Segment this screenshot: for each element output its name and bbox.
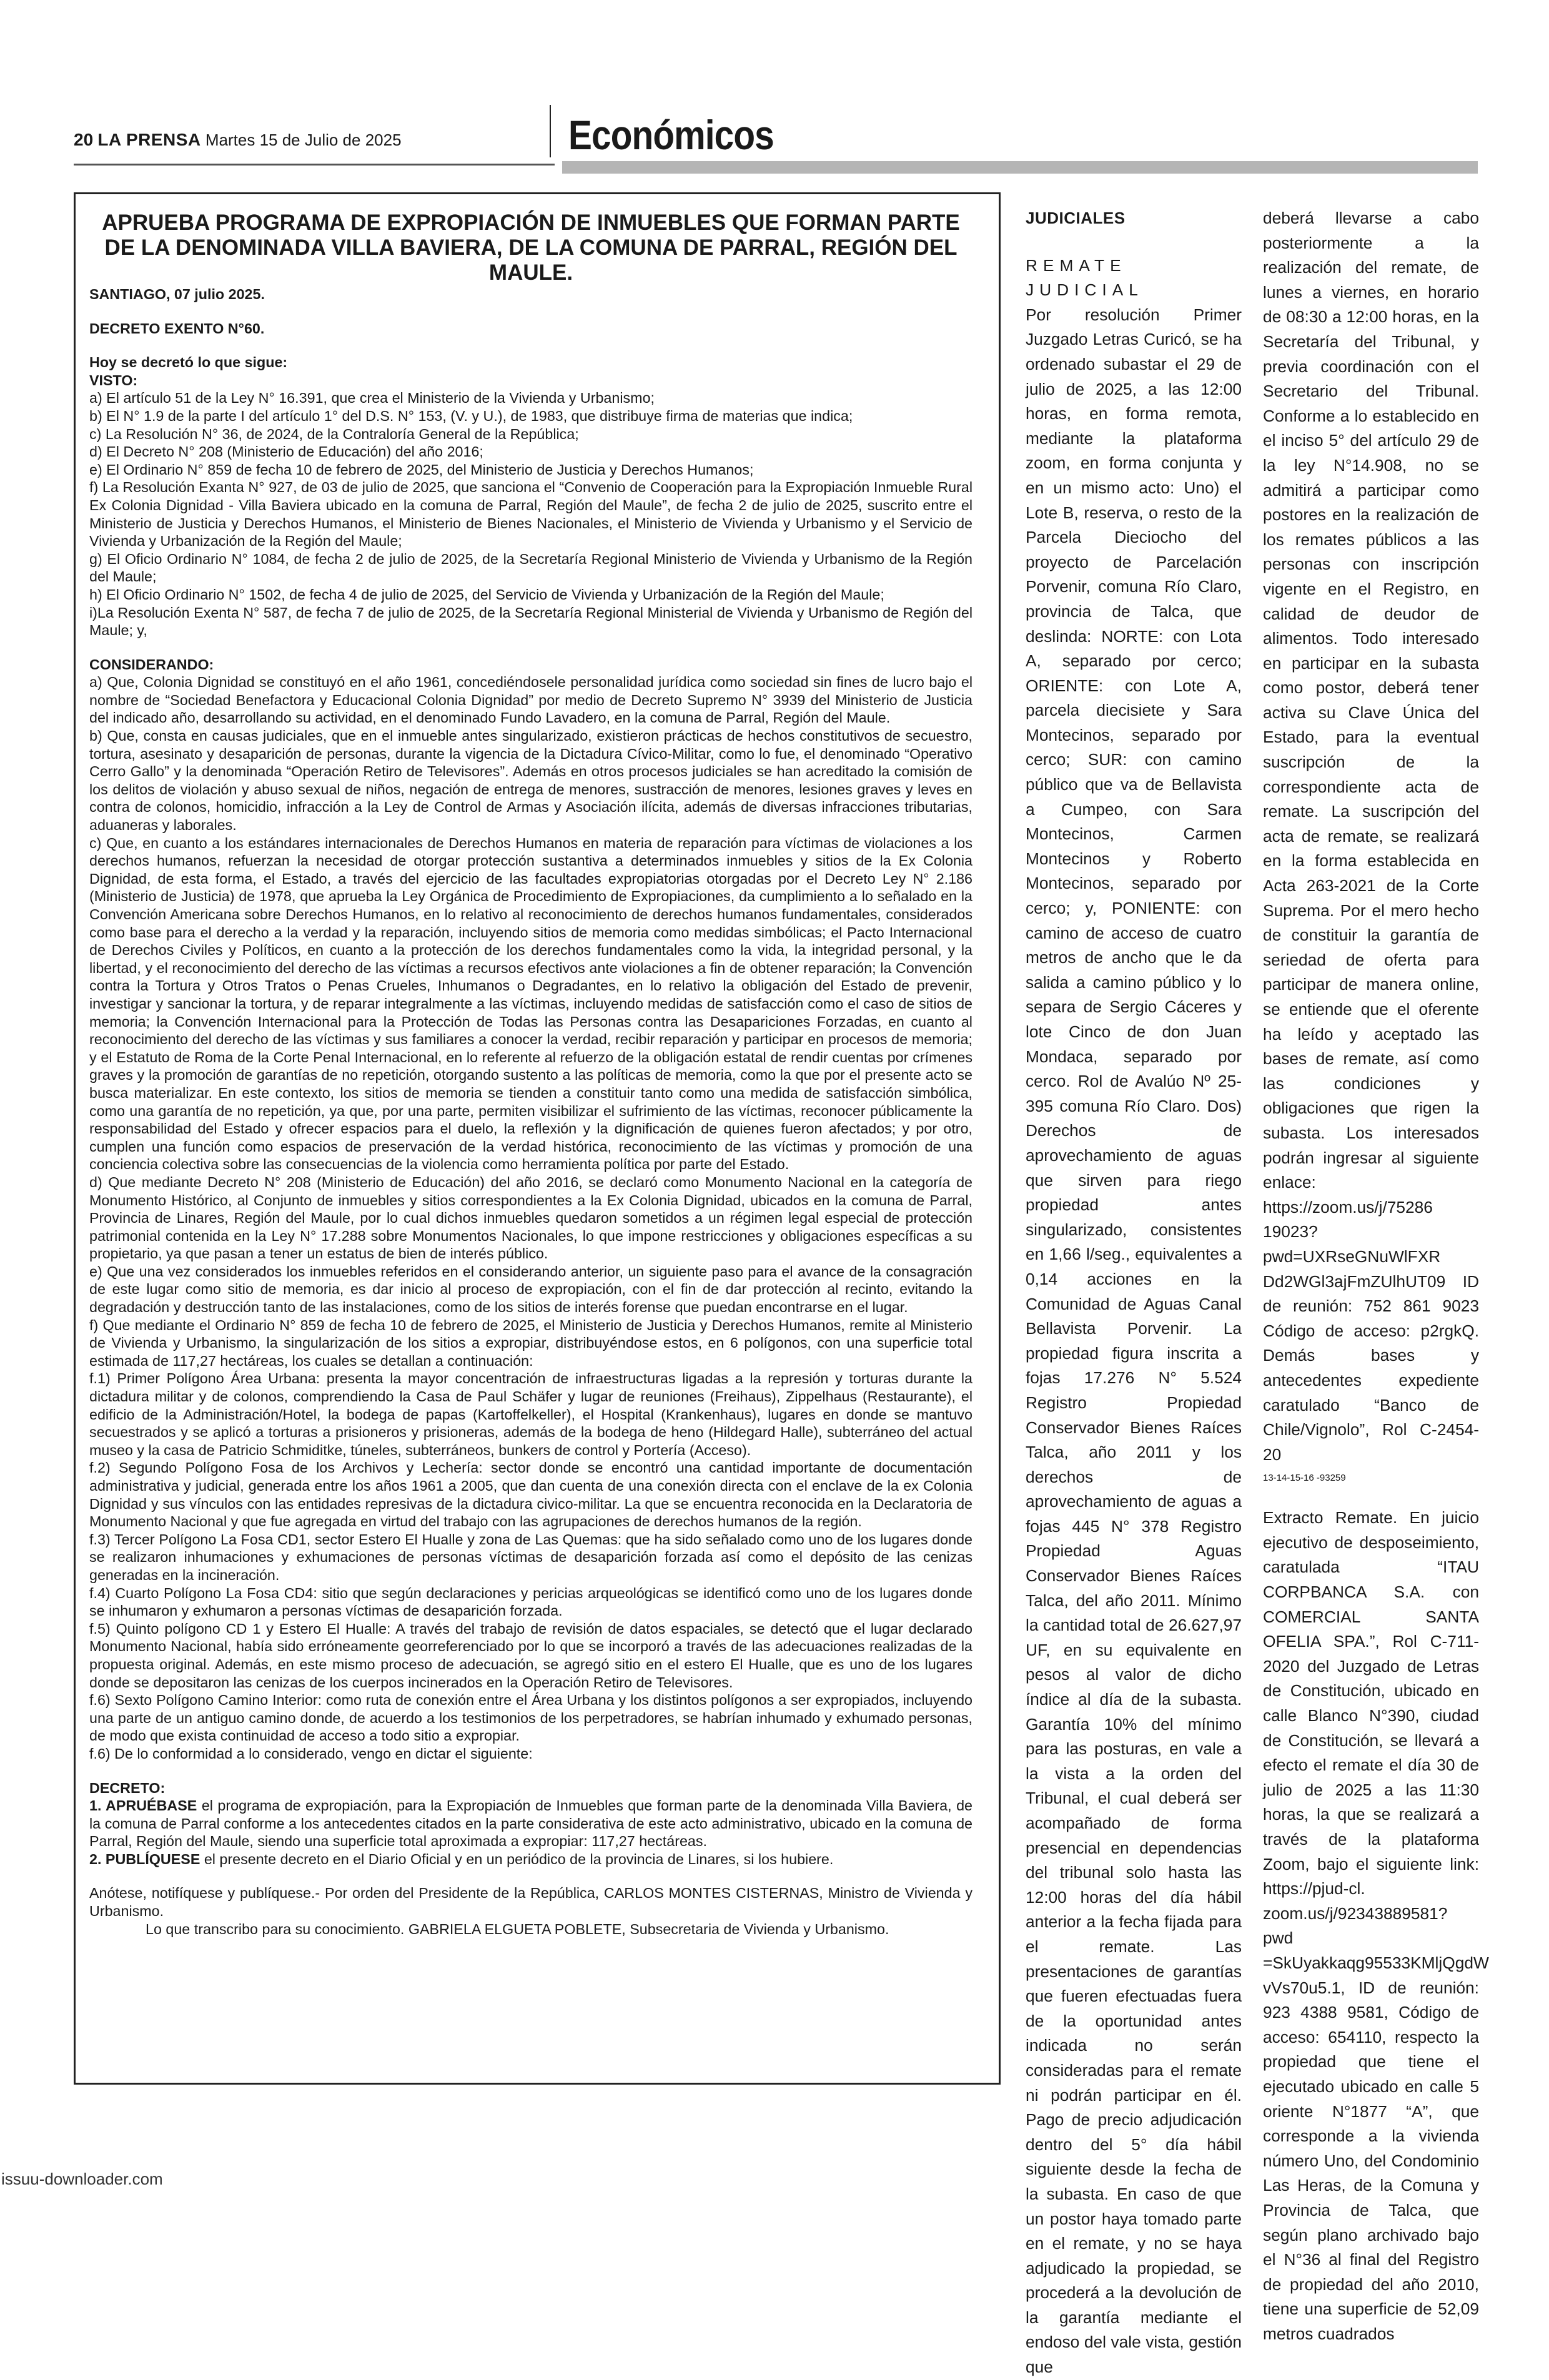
visto-item: a) El artículo 51 de la Ley N° 16.391, que crea el Ministerio de la Vivienda y Urbanismo; [89, 390, 655, 407]
decree-place-date: SANTIAGO, 07 julio 2025. [89, 286, 265, 302]
classifieds-column-1 [1026, 206, 1242, 2377]
considerando-item: f.4) Cuarto Polígono La Fosa CD4: sitio que según declaraciones y pericias arqueológicas se identificó como uno de los lugares donde se inhumaron y exhumaron a personas víctimas de desaparición forzada. [89, 1584, 972, 1619]
header-rule [74, 164, 555, 165]
decree-closing: Anótese, notifíquese y publíquese.- Por orden del Presidente de la República, CARLOS MONTES CISTERNAS, Ministro de Vivienda y Urbanismo. [89, 1885, 972, 1920]
considerando-item: f.1) Primer Polígono Área Urbana: presenta la mayor concentración de infraestructuras ligadas a la represión y torturas durante la dictadura militar y de colonos, comprendiendo la Casa de Paul Schäfer y lugar de reuniones (Freihaus), Zippelhaus (Restaurante), el edificio de la Administración/Hotel, la bodega de papas (Kartoffelkeller), el Hospital (Krankenhaus), lugares en donde se mantuvo secuestrados y se aplicó a torturas a prisioneros y prisioneras, además de la bodega de heno (Hildegard Halle), subterráneo del actual museo y la casa de Patricio Schmiditke, túneles, subterráneos, bunkers de control y Portería (Acceso). [89, 1370, 972, 1458]
considerando-item: f.6) Sexto Polígono Camino Interior: como ruta de conexión entre el Área Urbana y los distintos polígonos a ser expropiados, incluyendo una parte de un antiguo camino donde, de acuerdo a los testimonios de los perpetradores, se habrían inhumado y exhumado personas, de modo que exista continuidad de acceso a todo sitio a expropiar. [89, 1692, 972, 1744]
resolution-item [89, 1797, 972, 1850]
decree-notice [74, 192, 1001, 2085]
considerando-item: f.2) Segundo Polígono Fosa de los Archivos y Lechería: sector donde se encontró una cantidad importante de documentación administrativa y judicial, generada entre los años 1961 a 2005, que dan cuenta de una conexión directa con el enclave de la ex Colonia Dignidad y sus vínculos con las entidades represivas de la dictadura civico-militar. La que se encuentra reconocida en la Declaratoria de Monumento Nacional y que fue agregada en virtud del trabajo con las agrupaciones de derechos humanos de la región. [89, 1459, 972, 1530]
watermark-text: issuu-downloader.com [1, 2170, 163, 2188]
notice-reference: 13-14-15-16 -93259 [1263, 1473, 1346, 1484]
considerando-heading: CONSIDERANDO: [89, 656, 214, 673]
visto-heading: VISTO: [89, 372, 138, 388]
header-divider [550, 105, 551, 157]
classifieds-column-2 [1263, 206, 1489, 2343]
visto-item: e) El Ordinario N° 859 de fecha 10 de febrero de 2025, del Ministerio de Justicia y Derechos Humanos; [89, 461, 754, 478]
visto-item: d) El Decreto N° 208 (Ministerio de Educación) del año 2016; [89, 443, 483, 460]
notice-body: Por resolución Primer Juzgado Letras Curicó, se ha ordenado subastar el 29 de julio de 2025, a las 12:00 horas, en forma remota, mediante la plataforma zoom, en forma conjunta y en un mismo acto: Uno) el Lote B, reserva, o resto de la Parcela Dieciocho del proyecto de Parcelación Porvenir, comuna Río Claro, provincia de Talca, que deslinda: NORTE: con Lota A, separado por cerco; ORIENTE: con Lote A, parcela diecisiete y Sara Montecinos, separado por cerco; SUR: con camino público que va de Bellavista a Cumpeo, con Sara Montecinos, Carmen Montecinos y Roberto Montecinos, separado por cerco; y, PONIENTE: con camino de acceso de cuatro metros de ancho que le da salida a camino público y lo separa de Sergio Cáceres y lote Cinco de don Juan Mondaca, separado por cerco. Rol de Avalúo Nº 25-395 comuna Río Claro. Dos) Derechos de aprovechamiento de aguas que sirven para riego propiedad antes singularizado, consistentes en 1,66 l/seg., equivalentes a 0,14 acciones en la Comunidad de Aguas Canal Bellavista Porvenir. La propiedad figura inscrita a fojas 17.276 N° 5.524 Registro Propiedad Conservador Bienes Raíces Talca, año 2011 y los derechos de aprovechamiento de aguas a fojas 445 N° 378 Registro Propiedad Aguas Conservador Bienes Raíces Talca, del año 2011. Mínimo la cantidad total de 26.627,97 UF, en su equivalente en pesos al valor de dicho índice al día de la subasta. Garantía 10% del mínimo para las posturas, en vale a la vista a la orden del Tribunal, el cual deberá ser acompañado de forma presencial en dependencias del tribunal solo hasta las 12:00 horas del día hábil anterior a la fecha fijada para el remate. Las presentaciones de garantías que fueren efectuadas fuera de la oportunidad antes indicada no serán consideradas para el remate ni podrán participar en él. Pago de precio adjudicación dentro del 5° día hábil siguiente desde la fecha de la subasta. En caso de que un postor haya tomado parte en el remate, y no se haya adjudicado la propiedad, se procederá a la devolución de la garantía mediante el endoso del vale vista, gestión que [1026, 305, 1242, 2377]
decree-transcript: Lo que transcribo para su conocimiento. GABRIELA ELGUETA POBLETE, Subsecretaria de Vivienda y Urbanismo. [146, 1920, 889, 1937]
decree-number: DECRETO EXENTO N°60. [89, 320, 265, 337]
page-header-info [74, 130, 402, 150]
decree-intro: Hoy se decretó lo que sigue: [89, 354, 288, 371]
resolution-lead: 2. PUBLÍQUESE [89, 1850, 200, 1867]
considerando-list [89, 673, 972, 1762]
resolution-item [89, 1850, 972, 1869]
considerando-item: f.5) Quinto polígono CD 1 y Estero El Hualle: A través del trabajo de revisión de datos espaciales, se detectó que el lugar declarado Monumento Nacional, había sido erróneamente georreferenciado por lo que se incorporó a través de las adecuaciones realizadas de la propuesta original. Además, en este mismo proceso de adecuación, se agregó sitio en el estero El Hualle, que es uno de los lugares donde se depositaron las cenizas de los cuerpos incinerados en la Operación Retiro de Televisores. [89, 1620, 972, 1691]
visto-item: f) La Resolución Exanta N° 927, de 03 de julio de 2025, que sanciona el “Convenio de Cooperación para la Expropiación Inmueble Rural Ex Colonia Dignidad - Villa Baviera ubicado en la comuna de Parral, Región del Maule”, de fecha 2 de julio de 2025, suscrito entre el Ministerio de Justicia y Derechos Humanos, el Ministerio de Bienes Nacionales, el Ministerio de Vivienda y Urbanismo y el Servicio de Vivienda y Urbanización de la Región del Maule; [89, 479, 972, 550]
considerando-item: f) Que mediante el Ordinario N° 859 de fecha 10 de febrero de 2025, el Ministerio de Justicia y Derechos Humanos, remite al Ministerio de Vivienda y Urbanismo, la singularización de los sitios a expropiar, distribuyéndose estos, en 6 polígonos, con una superficie total estimada de 117,27 hectáreas, los cuales se detallan a continuación: [89, 1316, 972, 1369]
publication-name: LA PRENSA [97, 130, 201, 149]
visto-item: b) El N° 1.9 de la parte I del artículo 1° del D.S. N° 153, (V. y U.), de 1983, que distribuye firma de materias que indica; [89, 407, 853, 424]
visto-item: h) El Oficio Ordinario N° 1502, de fecha 4 de julio de 2025, del Servicio de Vivienda y Urbanización de la Región del Maule; [89, 586, 884, 603]
notice-title: REMATE JUDICIAL [1026, 255, 1144, 300]
considerando-item: f.6) De lo conformidad a lo considerado, vengo en dictar el siguiente: [89, 1745, 533, 1762]
visto-item: c) La Resolución N° 36, de 2024, de la Contraloría General de la República; [89, 425, 579, 442]
page-number: 20 [74, 130, 94, 149]
notice-body: Extracto Remate. En juicio ejecutivo de desposeimiento, caratulada “ITAU CORPBANCA S.A. con COMERCIAL SANTA OFELIA SPA.”, Rol C-711-2020 del Juzgado de Letras de Constitución, ubicado en calle Blanco N°390, ciudad de Constitución, se llevará a efecto el remate el día 30 de julio de 2025 a las 11:30 horas, la que se realizará a través de la plataforma Zoom, bajo el siguiente link: https://pjud-cl. zoom.us/j/92343889581? pwd =SkUyakkaqg95533KMljQgdW vVs70u5.1, ID de reunión: 923 4388 9581, Código de acceso: 654110, respecto la propiedad que tiene el ejecutado ubicado en calle 5 oriente N°1877 “A”, que corresponde a la vivienda número Uno, del Condominio Las Heras, de la Comuna y Provincia de Talca, que según plano archivado bajo el N°36 al final del Registro de propiedad del año 2010, tiene una superficie de 52,09 metros cuadrados [1263, 1508, 1489, 2343]
resolution-text: el programa de expropiación, para la Expropiación de Inmuebles que forman parte de la denominada Villa Baviera, de la comuna de Parral conforme a los antecedentes citados en la parte considerativa de este acto administrativo, ubicado en la comuna de Parral, Región del Maule, siendo una superficie total aproximada a expropiar: 117,27 hectáreas. [89, 1797, 972, 1850]
visto-item: g) El Oficio Ordinario N° 1084, de fecha 2 de julio de 2025, de la Secretaría Regional Ministerio de Vivienda y Urbanismo de la Región del Maule; [89, 550, 972, 585]
visto-list [89, 389, 972, 639]
considerando-item: f.3) Tercer Polígono La Fosa CD1, sector Estero El Hualle y zona de Las Quemas: que ha sido señalado como uno de los lugares donde se realizaron inhumaciones y exhumaciones de personas víctimas de desaparición forzada así como el depósito de las cenizas generadas en la incineración. [89, 1531, 972, 1583]
visto-item: i)La Resolución Exenta N° 587, de fecha 7 de julio de 2025, de la Secretaría Regional Ministerial de Vivienda y Urbanismo de Región del Maule; y, [89, 604, 972, 639]
section-title: Económicos [568, 112, 774, 158]
considerando-item: d) Que mediante Decreto N° 208 (Ministerio de Educación) del año 2016, se declaró como Monumento Nacional en la categoría de Monumento Histórico, al Conjunto de inmuebles y sitios correspondientes a la Ex Colonia Dignidad, ubicados en la comuna de Parral, Provincia de Linares, Región del Maule, por lo cual dichos inmuebles quedaron sometidos a un régimen legal especial de protección patrimonial contenida en la Ley N° 17.288 sobre Monumentos Nacionales, lo que impone restricciones y obligaciones específicas a su propietario, ya que pasan a tener un estatus de bien de interés público. [89, 1173, 972, 1262]
issue-date: Martes 15 de Julio de 2025 [205, 131, 402, 149]
considerando-item: a) Que, Colonia Dignidad se constituyó en el año 1961, concediéndosele personalidad jurídica como sociedad sin fines de lucro bajo el nombre de “Sociedad Benefactora y Educacional Colonia Dignidad” por medio de Decreto Supremo N° 3939 del Ministerio de Justicia del indicado año, desarrollando su actividad, en el denominado Fundo Lavadero, en la comuna de Parral, Región del Maule. [89, 674, 972, 726]
considerando-item: c) Que, en cuanto a los estándares internacionales de Derechos Humanos en materia de reparación para víctimas de violaciones a los derechos humanos, refuerzan la necesidad de otorgar protección sustantiva a determinados inmuebles y sitios de la Ex Colonia Dignidad, de esta forma, el Estado, a través del ejercicio de las facultades expropiatorias otorgadas por el Decreto Ley N° 2.186 (Ministerio de Justicia) de 1978, que aprueba la Ley Orgánica de Procedimiento de Expropiaciones, da cumplimiento a lo señalado en la Convención Americana sobre Derechos Humanos, en lo relativo al reconocimiento de derechos humanos fundamentales, considerados como base para el derecho a la verdad y la reparación, incluyendo sitios de memoria como medidas simbólicas; el Pacto Internacional de Derechos Civiles y Políticos, en cuanto a la protección de los derechos fundamentales como la vida, la integridad personal, y la libertad, y el reconocimiento del derecho de las víctimas a recursos efectivos ante violaciones a fin de obtener reparación; la Convención contra la Tortura y Otros Tratos o Penas Crueles, Inhumanos o Degradantes, en lo relativo la obligación del Estado de prevenir, investigar y sancionar la tortura, y de reparar integralmente a las víctimas, incluyendo medidas de satisfacción como el caso de sitios de memoria; la Convención Internacional para la Protección de Todas las Personas contra las Desapariciones Forzadas, en cuanto al reconocimiento del derecho de las víctimas y sus familiares a conocer la verdad, recibir reparación y participar en procesos de memoria; y el Estatuto de Roma de la Corte Penal Internacional, en lo referente al refuerzo de la obligación estatal de rendir cuentas por crímenes graves y la promoción de garantías de no repetición, otorgando sustento a las políticas de memoria, como la que por el presente acto se busca materializar. En este contexto, los sitios de memoria se tienden a constituir tanto como una medida de satisfacción simbólica, como una garantía de no repetición, ya que, por una parte, permiten visibilizar el sufrimiento de las víctimas, reconocer públicamente la responsabilidad del Estado y ofrecer espacios para el duelo, la reflexión y la dignificación de quienes fueron afectados; y por otro, cumplen una función como espacios de preservación de la verdad histórica, reconocimiento de las víctimas y promoción de una conciencia colectiva sobre las consecuencias de la violencia como herramienta política por parte del Estado. [89, 834, 972, 1173]
section-bar [562, 161, 1478, 174]
decreto-heading: DECRETO: [89, 1779, 166, 1796]
considerando-item: b) Que, consta en causas judiciales, que en el inmueble antes singularizado, existieron prácticas de hechos constitutivos de secuestro, tortura, asesinato y desaparición de personas, durante la vigencia de la Dictadura Cívico-Militar, como lo fue, el denominado “Operativo Cerro Gallo” y la denominada “Operación Retiro de Televisores”. Además en otros procesos judiciales se han acreditado la comisión de los delitos de violación y abuso sexual de niños, negación de entrega de menores, sustracción de menores, lesiones graves y leves en contra de colonos, homicidio, infracción a la Ley de Control de Armas y Asociación ilícita, además de diversas infracciones tributarias, aduaneras y laborales. [89, 728, 972, 834]
decree-title: APRUEBA PROGRAMA DE EXPROPIACIÓN DE INMUEBLES QUE FORMAN PARTE DE LA DENOMINADA VILLA BAVIERA, DE LA COMUNA DE PARRAL, REGIÓN DEL MAULE. [102, 210, 960, 285]
section-heading-judiciales: JUDICIALES [1026, 209, 1126, 227]
resolution-lead: 1. APRUÉBASE [89, 1797, 197, 1814]
notice-body-continued: deberá llevarse a cabo posteriormente a la realización del remate, de lunes a viernes, en horario de 08:30 a 12:00 horas, en la Secretaría del Tribunal, y previa coordinación con el Secretario del Tribunal. Conforme a lo establecido en el inciso 5° del artículo 29 de la ley N°14.908, no se admitirá a participar como postores en la realización de los remates públicos a las personas con inscripción vigente en el Registro, en calidad de deudor de alimentos. Todo interesado en participar en la subasta como postor, deberá tener activa su Clave Única del Estado, para la eventual suscripción de la correspondiente acta de remate. La suscripción del acta de remate, se realizará en la forma establecida en Acta 263-2021 de la Corte Suprema. Por el mero hecho de constituir la garantía de seriedad de oferta para participar de manera online, se entiende que el oferente ha leído y aceptado las bases de remate, así como las condiciones y obligaciones que rigen la subasta. Los interesados podrán ingresar al siguiente enlace: https://zoom.us/j/75286 19023?pwd=UXRseGNuWlFXR Dd2WGl3ajFmZUlhUT09 ID de reunión: 752 861 9023 Código de acceso: p2rgkQ. Demás bases y antecedentes expediente caratulado “Banco de Chile/Vignolo”, Rol C-2454-20 [1263, 209, 1479, 1464]
considerando-item: e) Que una vez considerados los inmuebles referidos en el considerando anterior, un siguiente paso para el avance de la consagración de este lugar como sitio de memoria, es dar inicio al proceso de expropiación, con el fin de dar protección al recinto, evitando la degradación y destrucción tanto de las instalaciones, como de los sitios de interés forense que puedan encontrarse en el lugar. [89, 1263, 972, 1316]
resolution-text: el presente decreto en el Diario Oficial y en un periódico de la provincia de Linares, si los hubiere. [200, 1850, 834, 1867]
